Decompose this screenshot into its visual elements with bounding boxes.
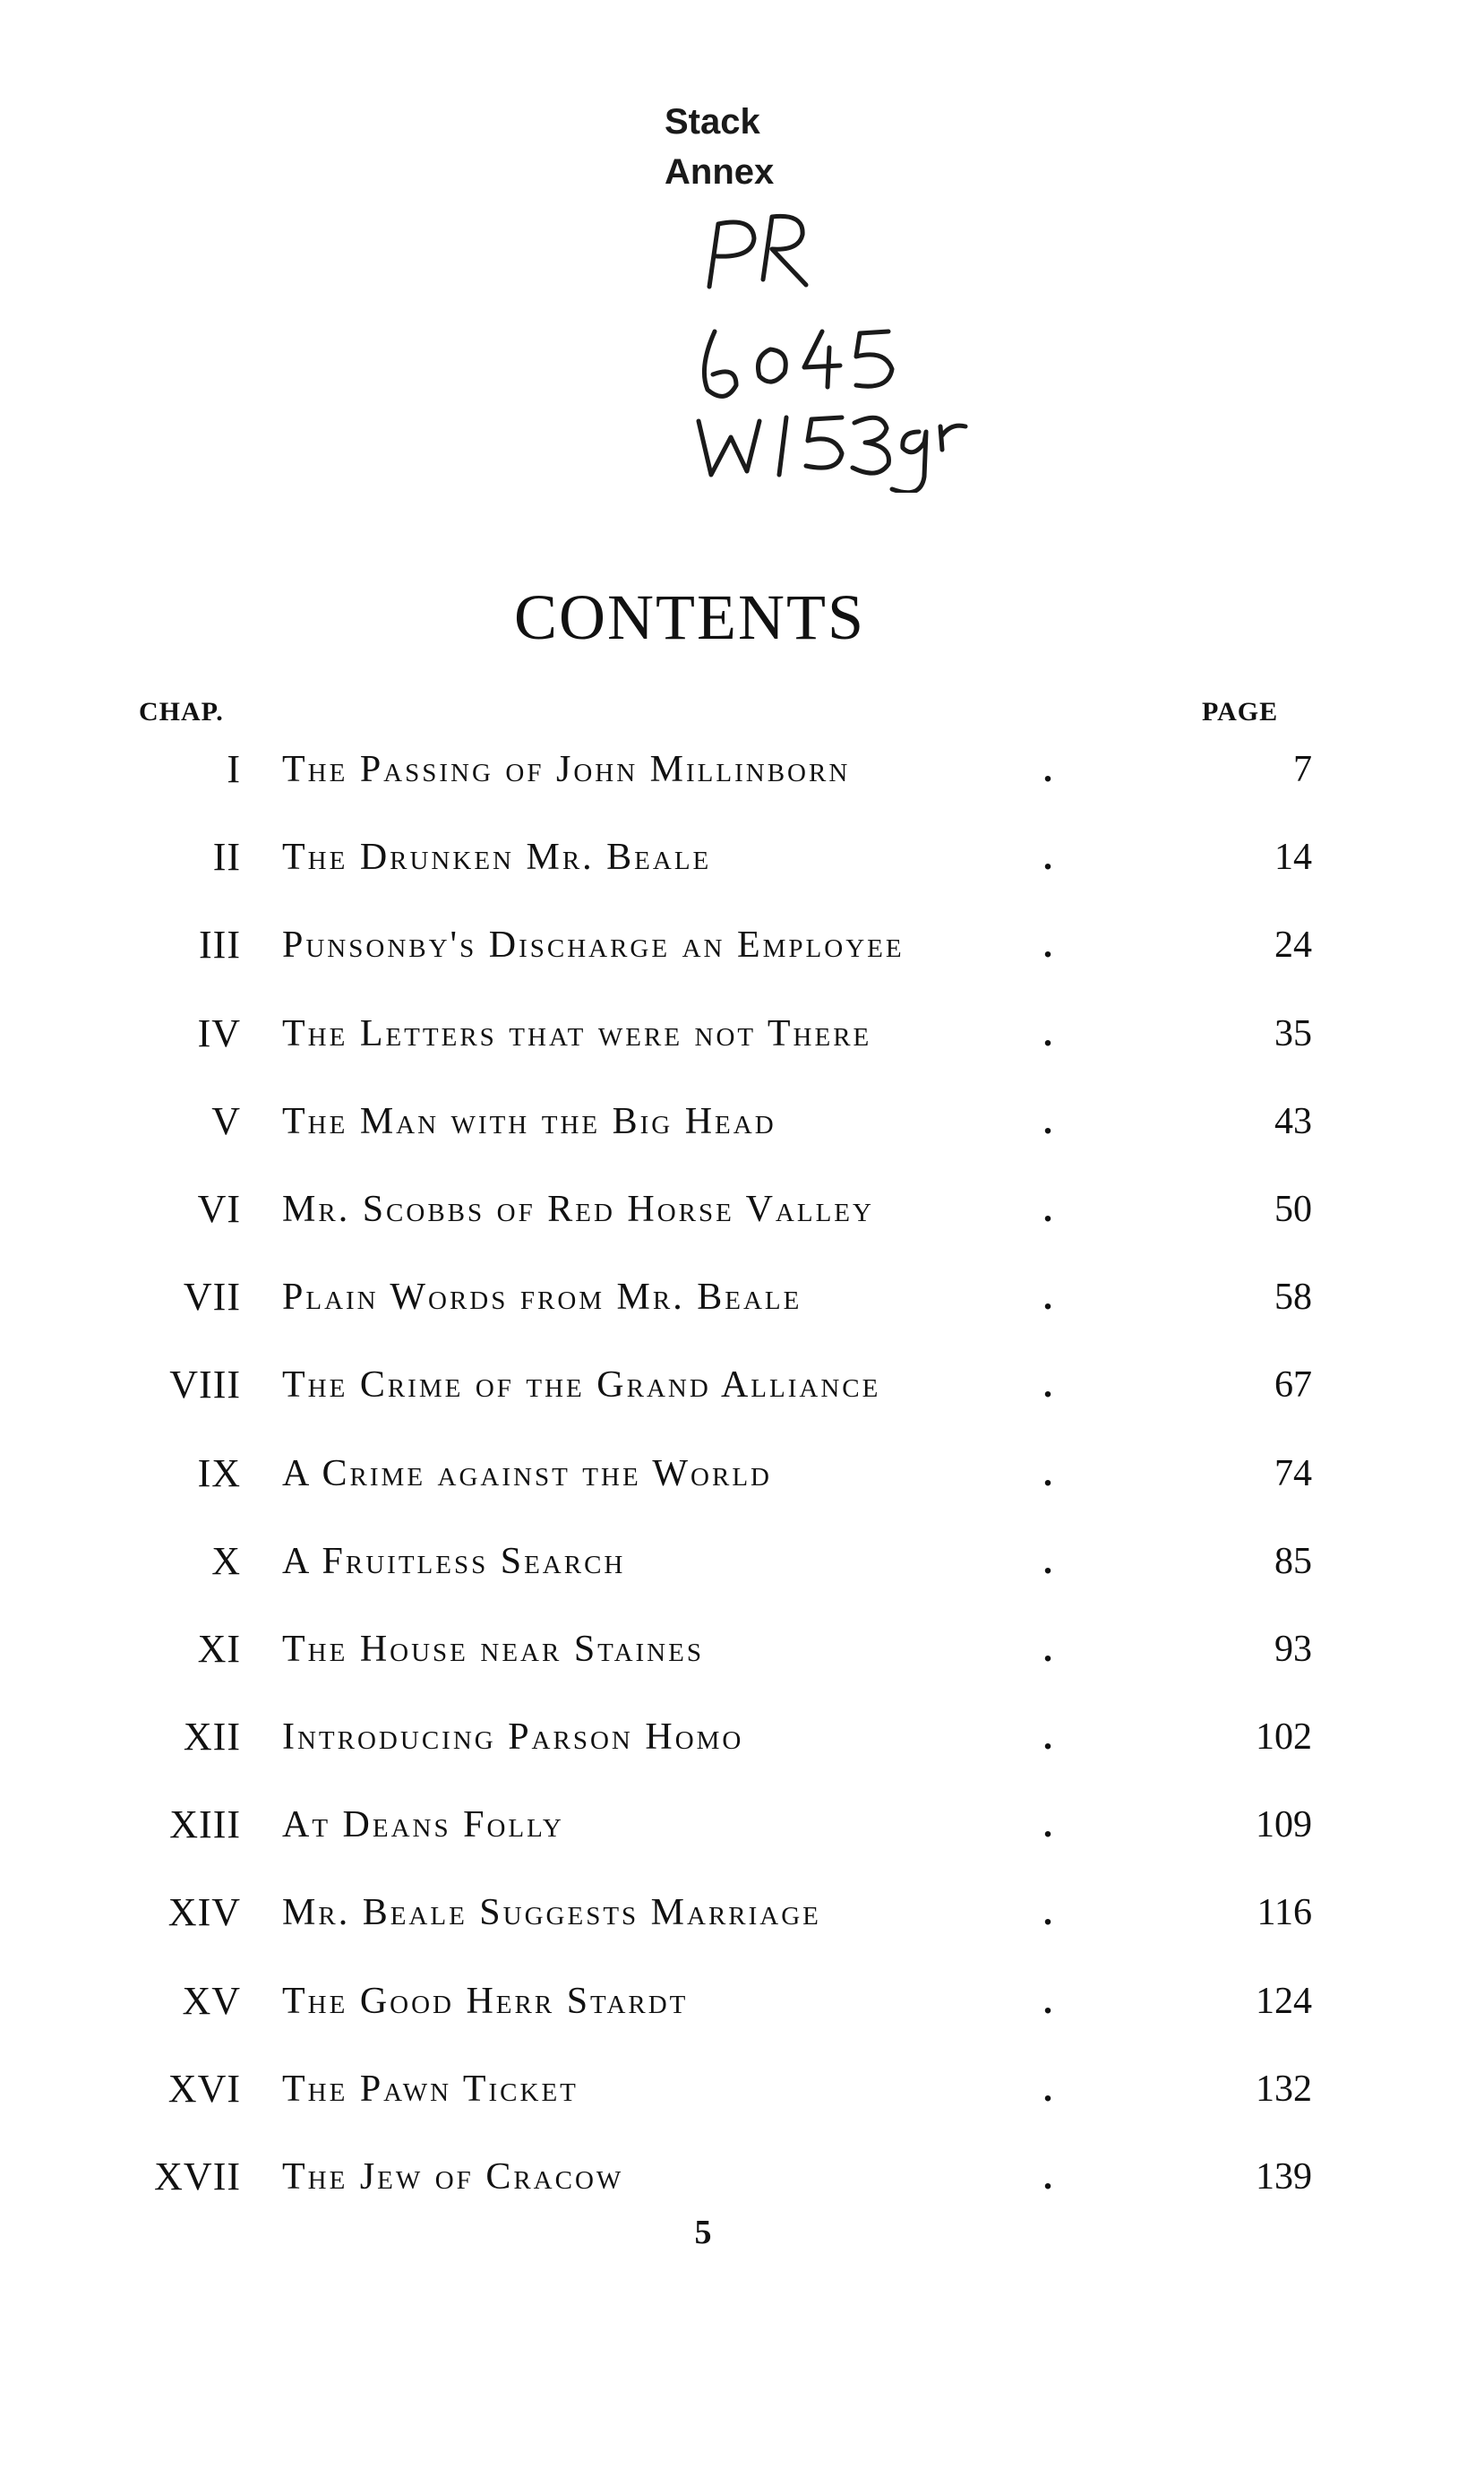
chapter-number: I — [227, 747, 241, 791]
chapter-title: The House near Staines — [282, 1628, 704, 1670]
library-stamp — [665, 97, 774, 197]
chapter-number: XIII — [169, 1802, 241, 1847]
chapter-title: The Man with the Big Head — [282, 1100, 776, 1142]
chapter-title: Mr. Beale Suggests Marriage — [282, 1892, 821, 1934]
chapter-number: XI — [197, 1626, 241, 1671]
page-number: 24 — [1274, 925, 1312, 967]
call-number-drawing — [690, 197, 1030, 493]
page-number: 74 — [1274, 1452, 1312, 1494]
page-number: 7 — [1293, 749, 1312, 790]
chapter-number: III — [199, 923, 241, 968]
dot-leader: . — [1043, 1012, 1052, 1054]
page-number: 43 — [1274, 1100, 1312, 1142]
dot-leader: . — [1043, 1980, 1052, 2021]
dot-leader: . — [1043, 1892, 1052, 1933]
toc-row — [0, 738, 1484, 826]
page-title: CONTENTS — [514, 581, 865, 653]
toc-row — [0, 1266, 1484, 1354]
chapter-number: XII — [183, 1715, 241, 1759]
dot-leader: . — [1043, 749, 1052, 789]
stamp-line-annex: Annex — [665, 152, 775, 192]
toc-row — [0, 1618, 1484, 1706]
chapter-title: At Deans Folly — [282, 1804, 564, 1846]
dot-leader: . — [1043, 1716, 1052, 1758]
chapter-title: Mr. Scobbs of Red Horse Valley — [282, 1188, 874, 1230]
chapter-title: The Jew of Cracow — [282, 2156, 624, 2198]
stamp-line-stack: Stack — [665, 102, 760, 142]
handwritten-call-number — [690, 197, 1030, 493]
page-number: 14 — [1274, 837, 1312, 879]
chapter-column-header: CHAP. — [139, 697, 224, 727]
page-column-header: PAGE — [1202, 697, 1279, 727]
page-number: 139 — [1256, 2156, 1312, 2198]
chapter-number: VII — [183, 1275, 241, 1320]
table-of-contents — [0, 738, 1484, 2233]
toc-row — [0, 1881, 1484, 1969]
toc-row — [0, 1970, 1484, 2058]
toc-row — [0, 1442, 1484, 1530]
page-number: 109 — [1256, 1804, 1312, 1846]
chapter-number: VI — [197, 1186, 241, 1231]
chapter-number: XVII — [154, 2155, 241, 2198]
chapter-number: XIV — [167, 1890, 241, 1935]
toc-row — [0, 2058, 1484, 2146]
chapter-title: A Crime against the World — [282, 1452, 772, 1494]
chapter-number: XVI — [167, 2066, 241, 2111]
page-number: 67 — [1274, 1364, 1312, 1406]
page-number: 35 — [1274, 1012, 1312, 1054]
page-number: 124 — [1256, 1980, 1312, 2022]
dot-leader: . — [1043, 1364, 1052, 1406]
page-number: 132 — [1256, 2068, 1312, 2110]
dot-leader: . — [1043, 2068, 1052, 2109]
toc-row — [0, 1354, 1484, 1441]
dot-leader: . — [1043, 1628, 1052, 1669]
chapter-number: IV — [197, 1011, 241, 1055]
dot-leader: . — [1043, 1540, 1052, 1581]
dot-leader: . — [1043, 2156, 1052, 2197]
toc-row — [0, 1706, 1484, 1794]
toc-row — [0, 1178, 1484, 1266]
chapter-number: II — [212, 835, 241, 880]
toc-row — [0, 1530, 1484, 1618]
page-number: 58 — [1274, 1277, 1312, 1319]
chapter-title: A Fruitless Search — [282, 1540, 626, 1582]
chapter-number: V — [211, 1098, 241, 1143]
chapter-title: The Letters that were not There — [282, 1012, 872, 1054]
toc-row — [0, 826, 1484, 914]
folio-page-number: 5 — [694, 2214, 712, 2251]
chapter-title: Introducing Parson Homo — [282, 1716, 744, 1759]
page-number: 93 — [1274, 1628, 1312, 1670]
dot-leader: . — [1043, 1804, 1052, 1845]
toc-row — [0, 1002, 1484, 1090]
toc-row — [0, 1090, 1484, 1178]
chapter-title: Plain Words from Mr. Beale — [282, 1277, 802, 1319]
chapter-title: The Good Herr Stardt — [282, 1980, 689, 2022]
chapter-title: Punsonby's Discharge an Employee — [282, 925, 905, 967]
page-number: 85 — [1274, 1540, 1312, 1582]
dot-leader: . — [1043, 925, 1052, 966]
dot-leader: . — [1043, 1452, 1052, 1493]
chapter-number: XV — [182, 1978, 241, 2023]
dot-leader: . — [1043, 1277, 1052, 1318]
dot-leader: . — [1043, 1100, 1052, 1141]
dot-leader: . — [1043, 837, 1052, 878]
dot-leader: . — [1043, 1188, 1052, 1229]
chapter-title: The Passing of John Millinborn — [282, 749, 851, 790]
toc-row — [0, 1794, 1484, 1881]
page-number: 102 — [1256, 1716, 1312, 1759]
chapter-title: The Drunken Mr. Beale — [282, 837, 712, 879]
chapter-title: The Crime of the Grand Alliance — [282, 1364, 881, 1406]
chapter-number: X — [211, 1538, 241, 1583]
chapter-number: VIII — [169, 1363, 241, 1407]
toc-row — [0, 914, 1484, 1002]
chapter-number: IX — [197, 1450, 241, 1495]
page-number: 50 — [1274, 1188, 1312, 1230]
page-number: 116 — [1257, 1892, 1312, 1934]
chapter-title: The Pawn Ticket — [282, 2068, 579, 2110]
